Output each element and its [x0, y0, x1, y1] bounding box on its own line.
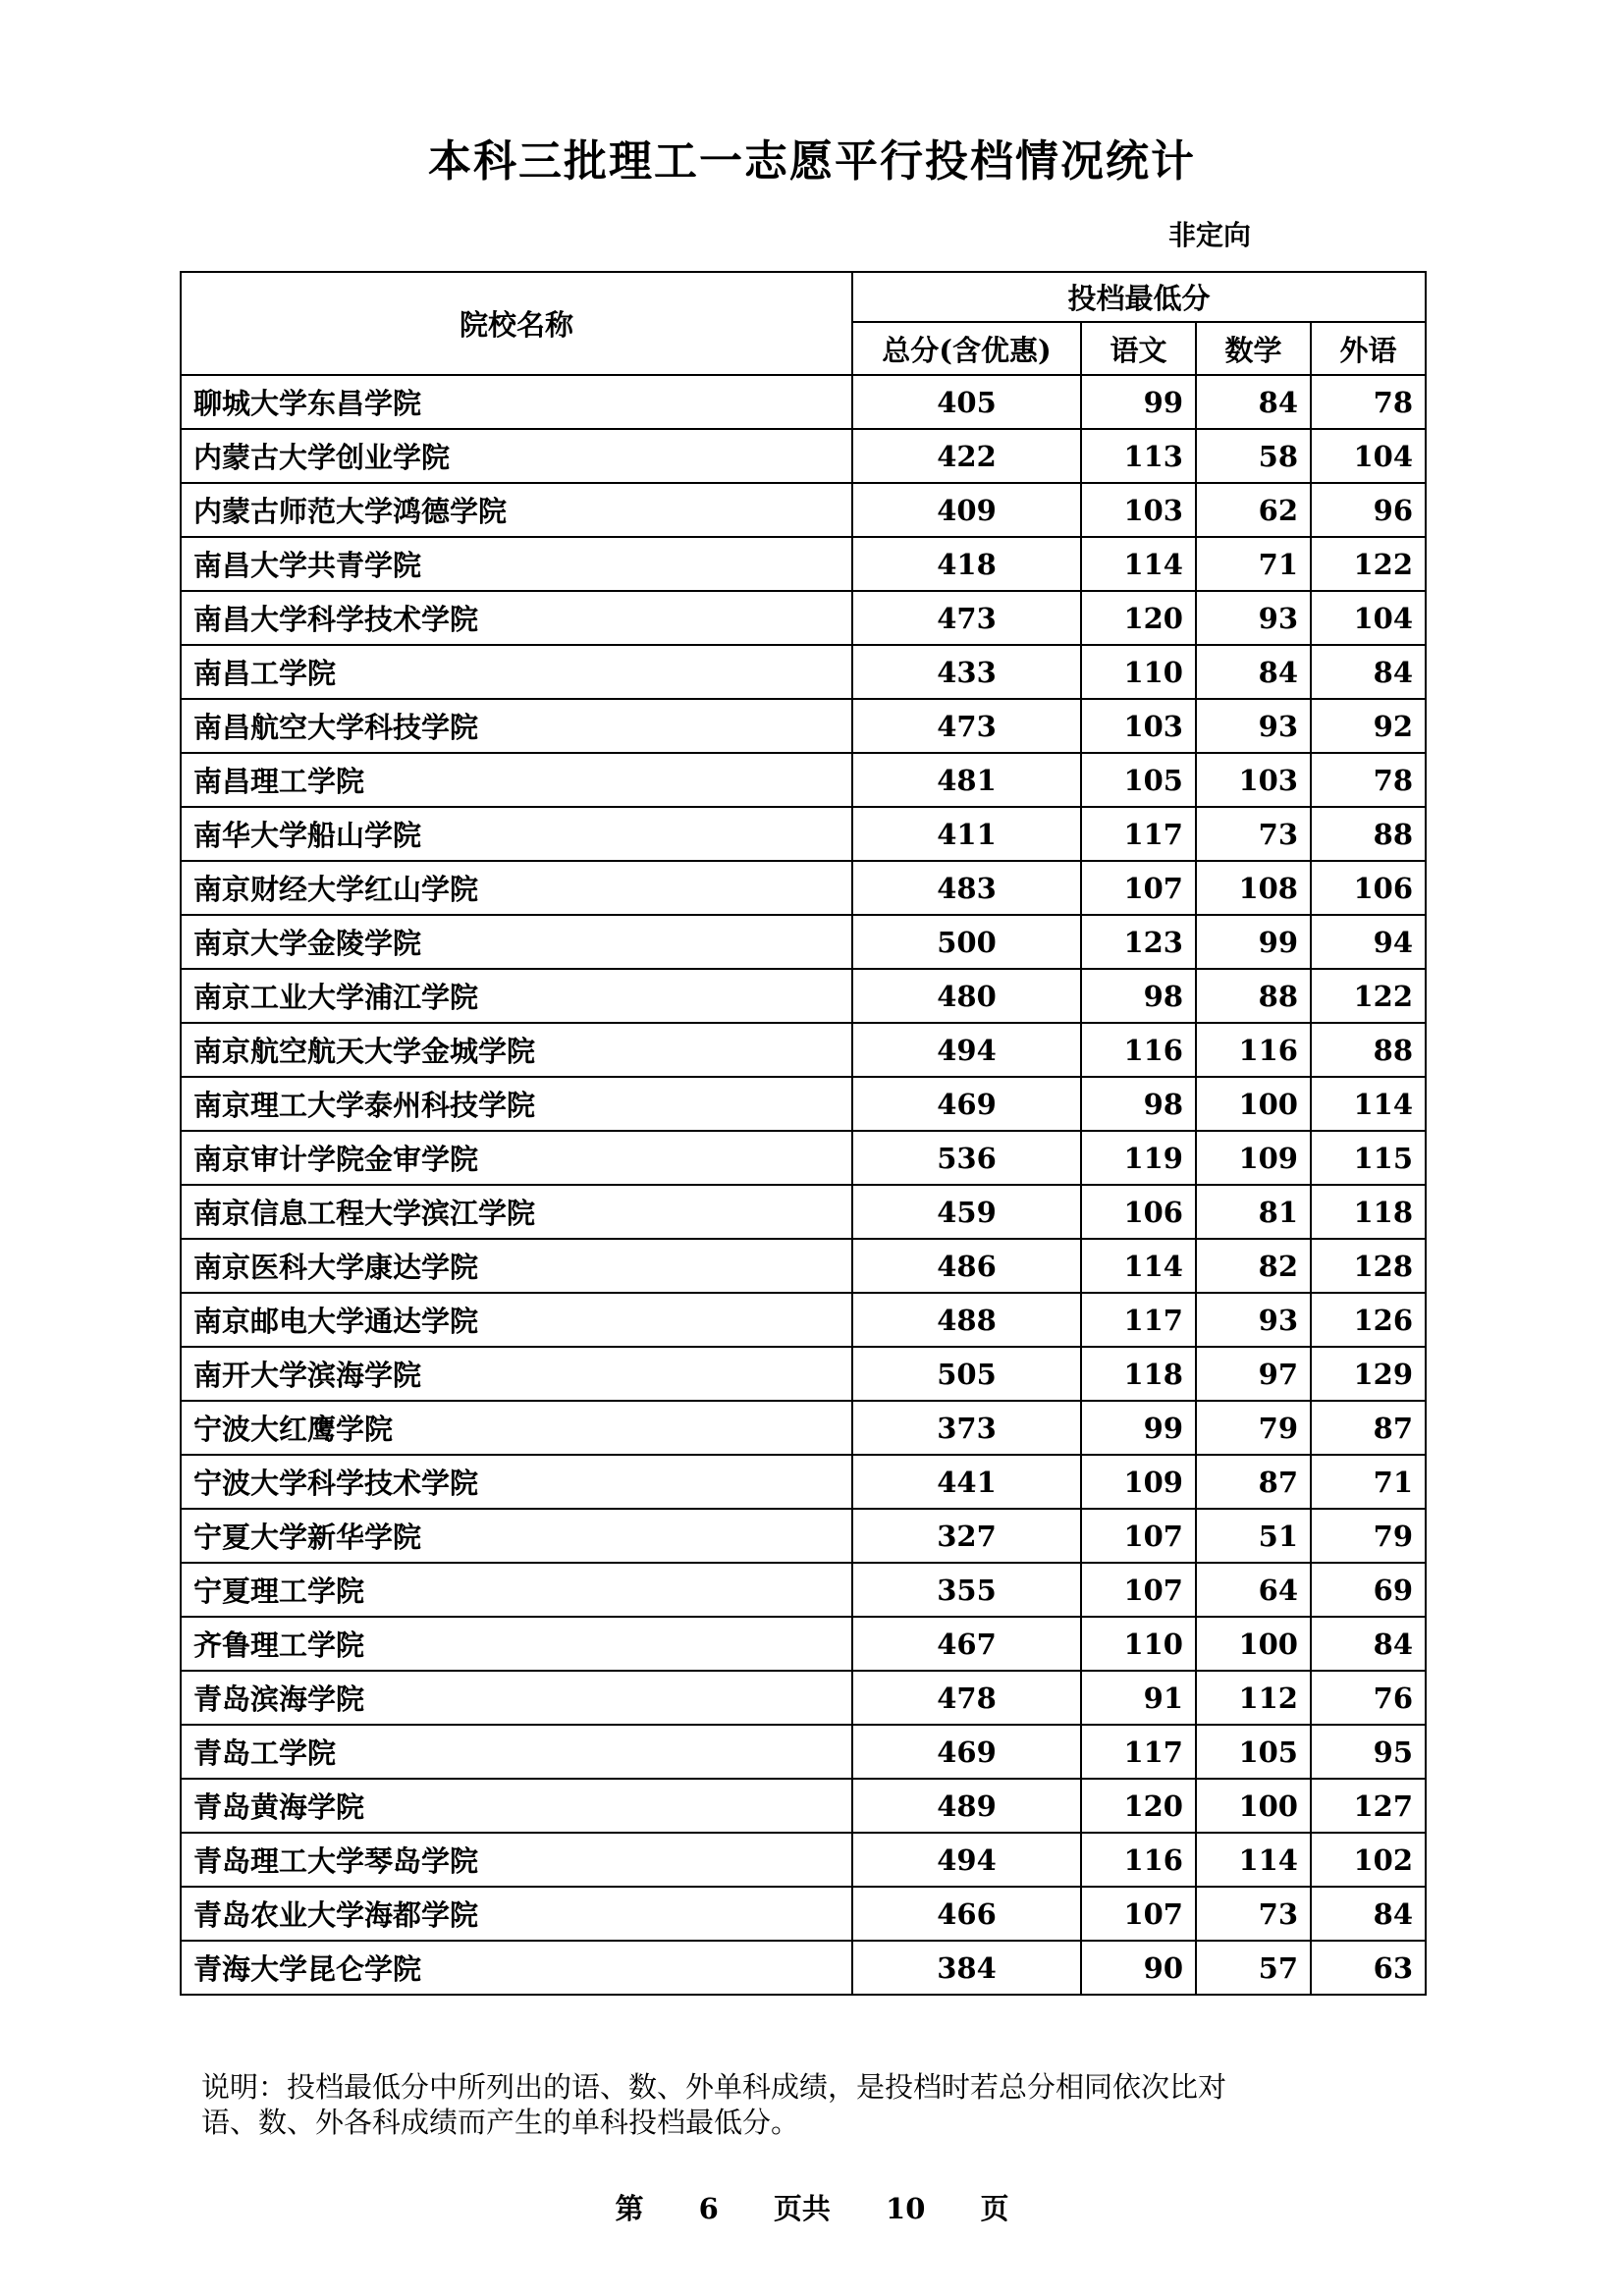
table-row — [181, 1239, 1426, 1293]
total-cell: 473 — [852, 699, 1081, 753]
school-name-cell: 南京工业大学浦江学院 — [181, 969, 852, 1023]
chinese-cell: 117 — [1081, 1725, 1196, 1779]
chinese-cell: 105 — [1081, 753, 1196, 807]
note — [201, 2069, 1429, 2140]
table-row — [181, 1725, 1426, 1779]
school-name-cell: 聊城大学东昌学院 — [181, 375, 852, 429]
school-name-cell: 南昌航空大学科技学院 — [181, 699, 852, 753]
total-cell: 480 — [852, 969, 1081, 1023]
math-cell: 58 — [1196, 429, 1311, 483]
math-cell: 87 — [1196, 1455, 1311, 1509]
table-row — [181, 1131, 1426, 1185]
chinese-cell: 103 — [1081, 483, 1196, 537]
english-cell: 114 — [1311, 1077, 1426, 1131]
table-row — [181, 429, 1426, 483]
english-cell: 129 — [1311, 1347, 1426, 1401]
school-header: 院校名称 — [181, 272, 852, 375]
total-cell: 467 — [852, 1617, 1081, 1671]
total-cell: 505 — [852, 1347, 1081, 1401]
english-cell: 118 — [1311, 1185, 1426, 1239]
math-cell: 73 — [1196, 1887, 1311, 1941]
school-name-cell: 南京审计学院金审学院 — [181, 1131, 852, 1185]
english-cell: 122 — [1311, 537, 1426, 591]
page-number: 6 — [698, 2192, 719, 2225]
chinese-cell: 107 — [1081, 861, 1196, 915]
chinese-cell: 107 — [1081, 1509, 1196, 1563]
total-cell: 459 — [852, 1185, 1081, 1239]
english-cell: 87 — [1311, 1401, 1426, 1455]
english-cell: 128 — [1311, 1239, 1426, 1293]
english-cell: 104 — [1311, 591, 1426, 645]
school-name-cell: 宁夏理工学院 — [181, 1563, 852, 1617]
chinese-cell: 110 — [1081, 645, 1196, 699]
school-name-cell: 南华大学船山学院 — [181, 807, 852, 861]
table-row — [181, 915, 1426, 969]
total-cell: 411 — [852, 807, 1081, 861]
total-cell: 418 — [852, 537, 1081, 591]
math-cell: 108 — [1196, 861, 1311, 915]
chinese-cell: 116 — [1081, 1833, 1196, 1887]
chinese-cell: 99 — [1081, 1401, 1196, 1455]
total-cell: 473 — [852, 591, 1081, 645]
page-footer — [0, 2187, 1624, 2227]
math-cell: 114 — [1196, 1833, 1311, 1887]
chinese-cell: 114 — [1081, 1239, 1196, 1293]
note-line-1: 说明：投档最低分中所列出的语、数、外单科成绩，是投档时若总分相同依次比对 — [201, 2070, 1227, 2104]
math-cell: 84 — [1196, 645, 1311, 699]
chinese-cell: 106 — [1081, 1185, 1196, 1239]
min-score-header: 投档最低分 — [852, 272, 1426, 322]
school-name-cell: 宁波大学科学技术学院 — [181, 1455, 852, 1509]
english-cell: 78 — [1311, 753, 1426, 807]
school-name-cell: 青岛黄海学院 — [181, 1779, 852, 1833]
math-cell: 81 — [1196, 1185, 1311, 1239]
math-cell: 62 — [1196, 483, 1311, 537]
english-cell: 102 — [1311, 1833, 1426, 1887]
chinese-cell: 118 — [1081, 1347, 1196, 1401]
english-cell: 122 — [1311, 969, 1426, 1023]
table-row — [181, 1077, 1426, 1131]
english-cell: 94 — [1311, 915, 1426, 969]
total-cell: 489 — [852, 1779, 1081, 1833]
table-row — [181, 1671, 1426, 1725]
school-name-cell: 南京信息工程大学滨江学院 — [181, 1185, 852, 1239]
math-cell: 71 — [1196, 537, 1311, 591]
school-name-cell: 南京医科大学康达学院 — [181, 1239, 852, 1293]
table-row — [181, 1941, 1426, 1995]
math-header: 数学 — [1196, 322, 1311, 375]
english-cell: 71 — [1311, 1455, 1426, 1509]
math-cell: 93 — [1196, 699, 1311, 753]
table-row — [181, 537, 1426, 591]
table-row — [181, 1293, 1426, 1347]
math-cell: 99 — [1196, 915, 1311, 969]
page-mid: 页共 — [773, 2192, 831, 2225]
chinese-cell: 90 — [1081, 1941, 1196, 1995]
english-cell: 92 — [1311, 699, 1426, 753]
total-cell: 355 — [852, 1563, 1081, 1617]
math-cell: 105 — [1196, 1725, 1311, 1779]
math-cell: 97 — [1196, 1347, 1311, 1401]
table-row — [181, 969, 1426, 1023]
total-cell: 500 — [852, 915, 1081, 969]
total-cell: 384 — [852, 1941, 1081, 1995]
table-row — [181, 1779, 1426, 1833]
table-row — [181, 861, 1426, 915]
english-cell: 115 — [1311, 1131, 1426, 1185]
table-body — [181, 375, 1426, 1995]
total-cell: 478 — [852, 1671, 1081, 1725]
table-row — [181, 1023, 1426, 1077]
school-name-cell: 宁波大红鹰学院 — [181, 1401, 852, 1455]
table-row — [181, 1563, 1426, 1617]
total-cell: 494 — [852, 1023, 1081, 1077]
school-name-cell: 齐鲁理工学院 — [181, 1617, 852, 1671]
chinese-cell: 91 — [1081, 1671, 1196, 1725]
table-row — [181, 483, 1426, 537]
school-name-cell: 南京理工大学泰州科技学院 — [181, 1077, 852, 1131]
table-row — [181, 1455, 1426, 1509]
note-line-2: 语、数、外各科成绩而产生的单科投档最低分。 — [201, 2106, 800, 2139]
table-row — [181, 1833, 1426, 1887]
math-cell: 93 — [1196, 1293, 1311, 1347]
math-cell: 100 — [1196, 1077, 1311, 1131]
chinese-cell: 119 — [1081, 1131, 1196, 1185]
table-row — [181, 753, 1426, 807]
score-table — [180, 271, 1427, 1996]
school-name-cell: 青海大学昆仑学院 — [181, 1941, 852, 1995]
page-title: 本科三批理工一志愿平行投档情况统计 — [428, 136, 1196, 187]
english-cell: 69 — [1311, 1563, 1426, 1617]
math-cell: 100 — [1196, 1617, 1311, 1671]
total-cell: 327 — [852, 1509, 1081, 1563]
chinese-cell: 98 — [1081, 969, 1196, 1023]
chinese-cell: 99 — [1081, 375, 1196, 429]
english-header: 外语 — [1311, 322, 1426, 375]
chinese-cell: 120 — [1081, 591, 1196, 645]
math-cell: 103 — [1196, 753, 1311, 807]
table-row — [181, 699, 1426, 753]
school-name-cell: 青岛滨海学院 — [181, 1671, 852, 1725]
table-row — [181, 591, 1426, 645]
table-row — [181, 807, 1426, 861]
english-cell: 63 — [1311, 1941, 1426, 1995]
school-name-cell: 南开大学滨海学院 — [181, 1347, 852, 1401]
school-name-cell: 青岛理工大学琴岛学院 — [181, 1833, 852, 1887]
english-cell: 88 — [1311, 1023, 1426, 1077]
math-cell: 82 — [1196, 1239, 1311, 1293]
total-cell: 409 — [852, 483, 1081, 537]
english-cell: 95 — [1311, 1725, 1426, 1779]
chinese-cell: 114 — [1081, 537, 1196, 591]
school-name-cell: 青岛工学院 — [181, 1725, 852, 1779]
math-cell: 57 — [1196, 1941, 1311, 1995]
english-cell: 76 — [1311, 1671, 1426, 1725]
math-cell: 112 — [1196, 1671, 1311, 1725]
chinese-cell: 107 — [1081, 1887, 1196, 1941]
total-header: 总分(含优惠) — [852, 322, 1081, 375]
table-row — [181, 1401, 1426, 1455]
english-cell: 106 — [1311, 861, 1426, 915]
total-cell: 422 — [852, 429, 1081, 483]
total-cell: 536 — [852, 1131, 1081, 1185]
math-cell: 116 — [1196, 1023, 1311, 1077]
total-cell: 483 — [852, 861, 1081, 915]
page-total: 10 — [886, 2192, 926, 2225]
math-cell: 79 — [1196, 1401, 1311, 1455]
english-cell: 126 — [1311, 1293, 1426, 1347]
total-cell: 469 — [852, 1725, 1081, 1779]
chinese-cell: 98 — [1081, 1077, 1196, 1131]
school-name-cell: 南昌工学院 — [181, 645, 852, 699]
math-cell: 88 — [1196, 969, 1311, 1023]
chinese-cell: 103 — [1081, 699, 1196, 753]
english-cell: 84 — [1311, 1617, 1426, 1671]
school-name-cell: 宁夏大学新华学院 — [181, 1509, 852, 1563]
school-name-cell: 南昌大学科学技术学院 — [181, 591, 852, 645]
total-cell: 481 — [852, 753, 1081, 807]
total-cell: 373 — [852, 1401, 1081, 1455]
chinese-cell: 120 — [1081, 1779, 1196, 1833]
math-cell: 51 — [1196, 1509, 1311, 1563]
table-row — [181, 1617, 1426, 1671]
school-name-cell: 内蒙古大学创业学院 — [181, 429, 852, 483]
school-name-cell: 内蒙古师范大学鸿德学院 — [181, 483, 852, 537]
subtitle: 非定向 — [1168, 219, 1252, 251]
chinese-cell: 113 — [1081, 429, 1196, 483]
english-cell: 78 — [1311, 375, 1426, 429]
table-row — [181, 1509, 1426, 1563]
chinese-cell: 107 — [1081, 1563, 1196, 1617]
english-cell: 127 — [1311, 1779, 1426, 1833]
english-cell: 88 — [1311, 807, 1426, 861]
chinese-cell: 123 — [1081, 915, 1196, 969]
table-row — [181, 375, 1426, 429]
table-row — [181, 645, 1426, 699]
table-row — [181, 1887, 1426, 1941]
total-cell: 494 — [852, 1833, 1081, 1887]
total-cell: 433 — [852, 645, 1081, 699]
chinese-cell: 117 — [1081, 807, 1196, 861]
english-cell: 84 — [1311, 645, 1426, 699]
school-name-cell: 南京邮电大学通达学院 — [181, 1293, 852, 1347]
total-cell: 488 — [852, 1293, 1081, 1347]
school-name-cell: 南昌大学共青学院 — [181, 537, 852, 591]
school-name-cell: 南京航空航天大学金城学院 — [181, 1023, 852, 1077]
math-cell: 64 — [1196, 1563, 1311, 1617]
english-cell: 84 — [1311, 1887, 1426, 1941]
chinese-cell: 110 — [1081, 1617, 1196, 1671]
math-cell: 84 — [1196, 375, 1311, 429]
table-row — [181, 1185, 1426, 1239]
math-cell: 93 — [1196, 591, 1311, 645]
english-cell: 96 — [1311, 483, 1426, 537]
math-cell: 73 — [1196, 807, 1311, 861]
school-name-cell: 青岛农业大学海都学院 — [181, 1887, 852, 1941]
chinese-header: 语文 — [1081, 322, 1196, 375]
english-cell: 104 — [1311, 429, 1426, 483]
page-prefix: 第 — [615, 2192, 644, 2225]
table-row — [181, 1347, 1426, 1401]
total-cell: 405 — [852, 375, 1081, 429]
page-suffix: 页 — [980, 2192, 1009, 2225]
chinese-cell: 117 — [1081, 1293, 1196, 1347]
total-cell: 469 — [852, 1077, 1081, 1131]
school-name-cell: 南京大学金陵学院 — [181, 915, 852, 969]
chinese-cell: 116 — [1081, 1023, 1196, 1077]
school-name-cell: 南昌理工学院 — [181, 753, 852, 807]
english-cell: 79 — [1311, 1509, 1426, 1563]
chinese-cell: 109 — [1081, 1455, 1196, 1509]
total-cell: 486 — [852, 1239, 1081, 1293]
math-cell: 100 — [1196, 1779, 1311, 1833]
total-cell: 466 — [852, 1887, 1081, 1941]
math-cell: 109 — [1196, 1131, 1311, 1185]
total-cell: 441 — [852, 1455, 1081, 1509]
school-name-cell: 南京财经大学红山学院 — [181, 861, 852, 915]
